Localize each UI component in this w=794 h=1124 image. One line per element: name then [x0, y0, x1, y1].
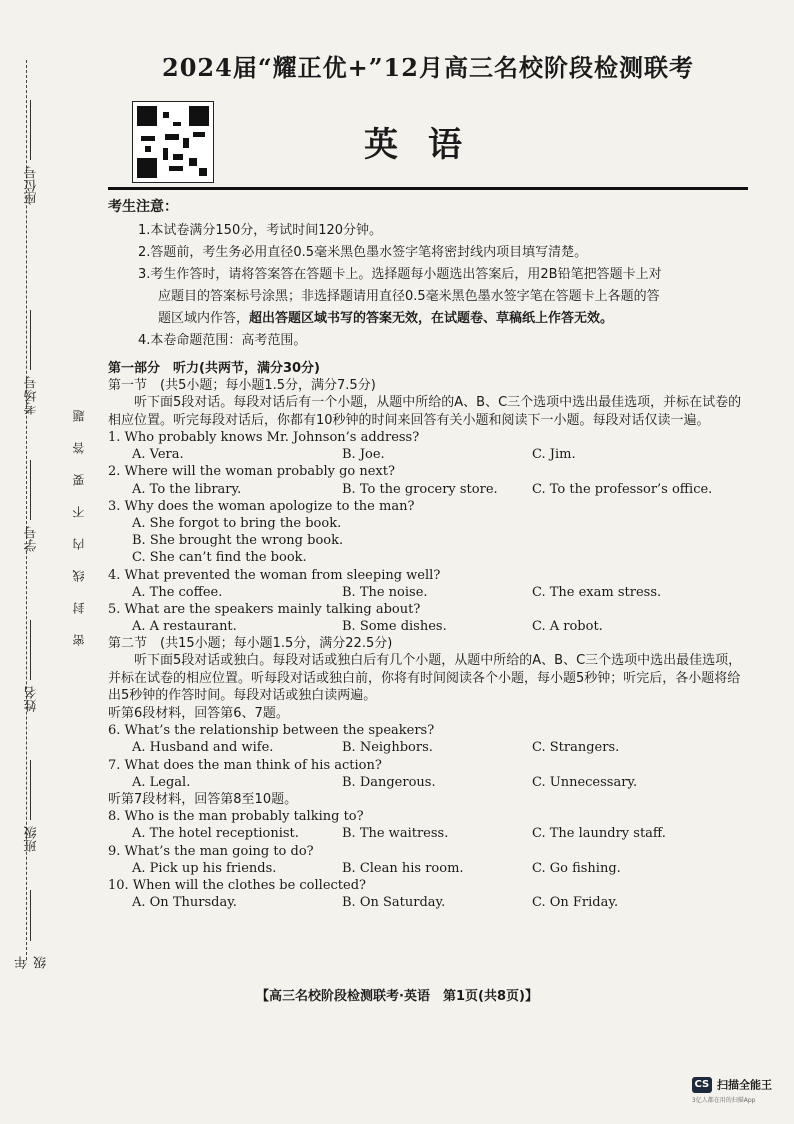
question-3: 3. Why does the woman apologize to the man? A. She forgot to bring the book. B. She brought the wrong book. C. She can’t find the book. — [108, 498, 748, 567]
section1-heading: 第一节 (共5小题；每小题1.5分，满分7.5分) — [108, 378, 376, 393]
option-c[interactable]: C. The laundry staff. — [532, 826, 666, 842]
option-c[interactable]: C. The exam stress. — [532, 584, 662, 600]
option-a[interactable]: A. Husband and wife. — [132, 740, 274, 756]
question-6: 6. What’s the relationship between the speakers? A. Husband and wife. B. Neighbors. C. Strangers. — [108, 723, 620, 756]
notice-item: 题区域内作答，超出答题区域书写的答案无效，在试题卷、草稿纸上作答无效。 — [158, 311, 614, 326]
grade-field[interactable]: 年级 — [14, 890, 50, 969]
option-c[interactable]: C. On Friday. — [532, 895, 619, 911]
option-c[interactable]: C. Strangers. — [532, 740, 620, 756]
seal-warning: 密封线内不要答题 — [72, 390, 86, 646]
option-a[interactable]: A. Pick up his friends. — [132, 860, 277, 876]
option-c[interactable]: C. Jim. — [532, 447, 576, 463]
header-row — [108, 93, 748, 183]
class-field[interactable]: 班级 — [14, 760, 50, 852]
option-b[interactable]: B. The waitress. — [342, 826, 449, 842]
option-b[interactable]: B. Dangerous. — [342, 774, 436, 790]
notice-item: 2.答题前，考生务必用直径0.5毫米黑色墨水签字笔将密封线内项目填写清楚。 — [138, 245, 588, 260]
option-b[interactable]: B. Neighbors. — [342, 740, 433, 756]
notice-list — [108, 220, 748, 352]
option-c[interactable]: C. To the professor’s office. — [532, 481, 713, 497]
notice-item: 1.本试卷满分150分，考试时间120分钟。 — [138, 223, 383, 238]
question-10: 10. When will the clothes be collected? A. On Thursday. B. On Saturday. C. On Friday. — [108, 877, 619, 911]
seat-number-field[interactable]: 座位号 — [14, 100, 50, 205]
binding-strip — [14, 60, 86, 969]
page-footer: 【高三名校阶段检测联考·英语 第1页(共8页)】 — [256, 989, 538, 1004]
option-a[interactable]: A. A restaurant. — [132, 619, 237, 635]
header-rule — [108, 187, 748, 190]
option-a[interactable]: A. Legal. — [132, 774, 191, 790]
notice-title: 考生注意： — [108, 199, 178, 215]
exam-page — [108, 48, 748, 911]
option-a[interactable]: A. The hotel receptionist. — [132, 826, 299, 842]
question-7: 7. What does the man think of his action? A. Legal. B. Dangerous. C. Unnecessary. — [108, 757, 638, 790]
material-7-label: 听第7段材料，回答第8至10题。 — [108, 791, 298, 807]
notice-item: 应题目的答案标号涂黑；非选择题请用直径0.5毫米黑色墨水签字笔在答题卡上各题的答 — [158, 289, 660, 304]
exam-title: 2024届“耀正优+”12月高三名校阶段检测联考 — [162, 53, 694, 82]
option-c[interactable]: C. She can’t find the book. — [132, 550, 307, 566]
option-b[interactable]: B. To the grocery store. — [342, 481, 498, 497]
question-8: 8. Who is the man probably talking to? A. The hotel receptionist. B. The waitress. C. The laundry staff. — [108, 809, 666, 842]
option-b[interactable]: B. On Saturday. — [342, 895, 446, 911]
scanner-watermark — [692, 1074, 772, 1104]
option-b[interactable]: B. The noise. — [342, 584, 428, 600]
name-field[interactable]: 姓名 — [14, 620, 50, 712]
scanner-name: 扫描全能王 — [717, 1078, 772, 1092]
camscanner-logo-icon: CS — [692, 1077, 712, 1093]
section2-heading: 第二节 (共15小题；每小题1.5分，满分22.5分) — [108, 636, 393, 652]
option-a[interactable]: A. The coffee. — [132, 584, 223, 600]
material-6-label: 听第6段材料，回答第6、7题。 — [108, 705, 289, 721]
section1-instruction: 听下面5段对话。每段对话后有一个小题，从题中所给的A、B、C三个选项中选出最佳选项，并标在试卷的相应位置。听完每段对话后，你都有10秒钟的时间来回答有关小题和阅读下一小题。每段对话仅读一遍。 — [108, 395, 742, 428]
exam-room-field[interactable]: 考场号 — [14, 310, 50, 415]
notice-item: 4.本卷命题范围：高考范围。 — [138, 333, 307, 348]
question-5: 5. What are the speakers mainly talking about? A. A restaurant. B. Some dishes. C. A robot. — [108, 602, 603, 635]
option-b[interactable]: B. Some dishes. — [342, 619, 447, 635]
option-c[interactable]: C. Go fishing. — [532, 860, 621, 876]
question-2: 2. Where will the woman probably go next? A. To the library. B. To the grocery store. C. To the professor’s office. — [108, 464, 713, 497]
scanner-tagline: 3亿人都在用的扫描App — [691, 1097, 756, 1104]
option-b[interactable]: B. Joe. — [342, 447, 385, 463]
notice-item: 3.考生作答时，请将答案答在答题卡上。选择题每小题选出答案后，用2B铅笔把答题卡上对 — [138, 267, 662, 282]
option-a[interactable]: A. To the library. — [132, 481, 242, 497]
part1-heading: 第一部分 听力(共两节，满分30分) — [108, 361, 320, 376]
option-c[interactable]: C. A robot. — [532, 619, 603, 635]
question-4: 4. What prevented the woman from sleeping well? A. The coffee. B. The noise. C. The exam stress. — [108, 567, 662, 600]
option-a[interactable]: A. Vera. — [132, 447, 184, 463]
section2-instruction: 听下面5段对话或独白。每段对话或独白后有几个小题，从题中所给的A、B、C三个选项中选出最佳选项，并标在试卷的相应位置。听每段对话或独白前，你将有时间阅读各个小题，每小题5秒钟；听完后，各小题将给出5秒钟的作答时间。每段对话或独白读两遍。 — [108, 653, 742, 704]
question-1: 1. Who probably knows Mr. Johnson’s address? A. Vera. B. Joe. C. Jim. — [108, 430, 576, 463]
option-a[interactable]: A. On Thursday. — [132, 895, 237, 911]
student-id-field[interactable]: 学号 — [14, 460, 50, 552]
option-a[interactable]: A. She forgot to bring the book. — [132, 516, 342, 532]
option-b[interactable]: B. Clean his room. — [342, 860, 464, 876]
question-9: 9. What’s the man going to do? A. Pick up his friends. B. Clean his room. C. Go fishing. — [108, 843, 621, 876]
option-c[interactable]: C. Unnecessary. — [532, 774, 638, 790]
subject-title: 英语 — [364, 125, 492, 165]
option-b[interactable]: B. She brought the wrong book. — [132, 533, 344, 549]
